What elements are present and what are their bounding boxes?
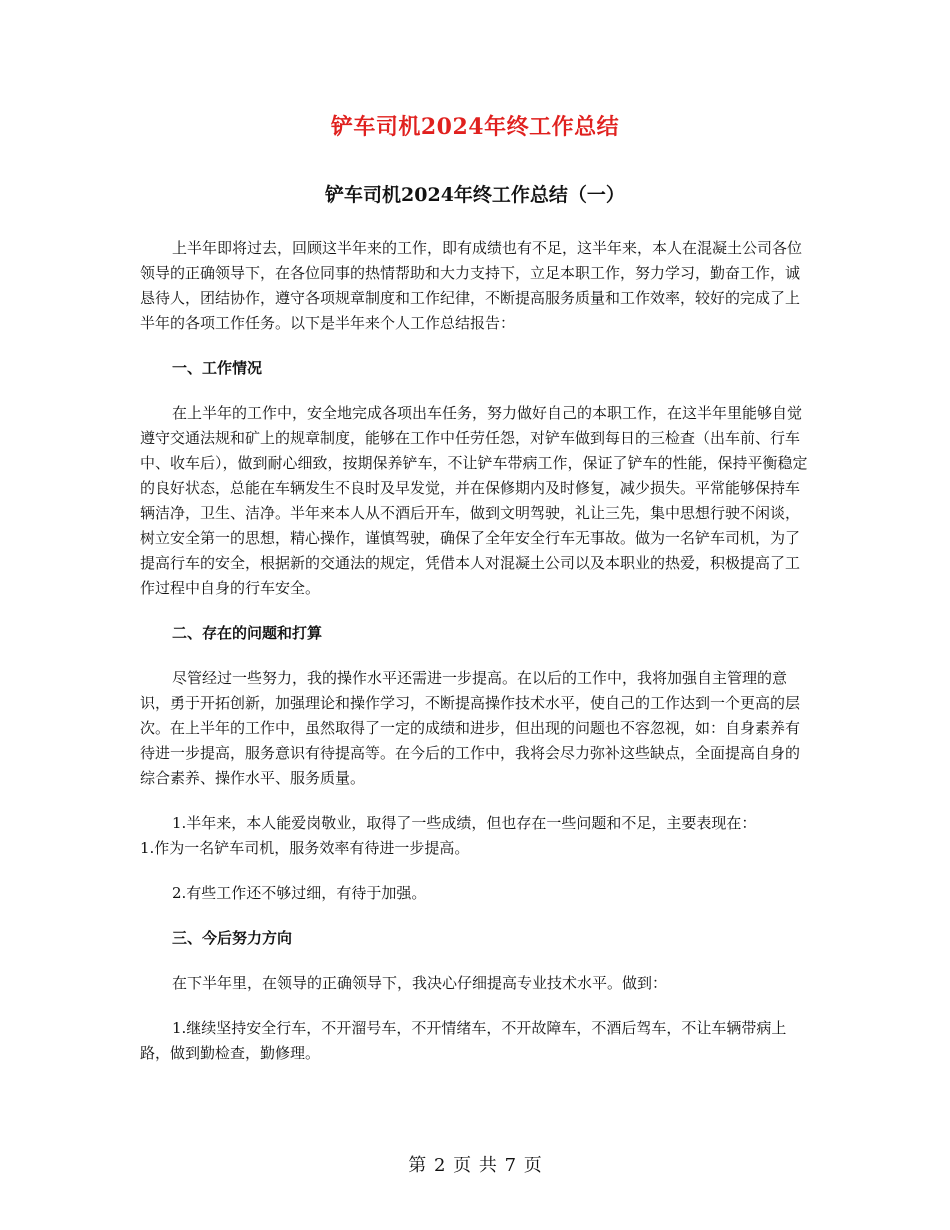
document-body: [140, 236, 812, 1066]
section-heading-problems: 二、存在的问题和打算: [172, 624, 323, 642]
direction-point-1: 1.继续坚持安全行车，不开溜号车，不开情绪车，不开故障车，不酒后驾车，不让车辆带病上路，做到勤检查，勤修理。: [140, 1019, 787, 1062]
document-subtitle: 铲车司机2024年终工作总结（一）: [325, 184, 625, 206]
section-problems-paragraph: 尽管经过一些努力，我的操作水平还需进一步提高。在以后的工作中，我将加强自主管理的意识，勇于开拓创新，加强理论和操作学习，不断提高操作技术水平，使自己的工作达到一个更高的层次。在上半年的工作中，虽然取得了一定的成绩和进步，但出现的问题也不容忽视，如：自身素养有待进一步提高，服务意识有待提高等。在今后的工作中，我将会尽力弥补这些缺点，全面提高自身的综合素养、操作水平、服务质量。: [140, 669, 801, 787]
page-number: 第 2 页 共 7 页: [408, 1155, 542, 1176]
problems-point-1-line-1: 1.半年来，本人能爱岗敬业，取得了一些成绩，但也存在一些问题和不足，主要表现在：: [172, 814, 757, 832]
intro-paragraph: 上半年即将过去，回顾这半年来的工作，即有成绩也有不足，这半年来，本人在混凝土公司各位领导的正确领导下，在各位同事的热情帮助和大力支持下，立足本职工作，努力学习，勤奋工作，诚恳待人，团结协作，遵守各项规章制度和工作纪律，不断提高服务质量和工作效率，较好的完成了上半年的各项工作任务。以下是半年来个人工作总结报告：: [140, 239, 803, 332]
document-title: 铲车司机2024年终工作总结: [330, 114, 620, 140]
problems-point-1-line-2: 1.作为一名铲车司机，服务效率有待进一步提高。: [140, 839, 470, 857]
section-work-paragraph: 在上半年的工作中，安全地完成各项出车任务，努力做好自己的本职工作，在这半年里能够自觉遵守交通法规和矿上的规章制度，能够在工作中任劳任怨，对铲车做到每日的三检查（出车前、行车中、收车后），做到耐心细致，按期保养铲车，不让铲车带病工作，保证了铲车的性能，保持平衡稳定的良好状态，总能在车辆发生不良时及早发觉，并在保修期内及时修复，减少损失。平常能够保持车辆洁净，卫生、洁净。半年来本人从不酒后开车，做到文明驾驶，礼让三先，集中思想行驶不闲谈，树立安全第一的思想，精心操作，谨慎驾驶，确保了全年安全行车无事故。做为一名铲车司机，为了提高行车的安全，根据新的交通法的规定，凭借本人对混凝土公司以及本职业的热爱，积极提高了工作过程中自身的行车安全。: [140, 404, 808, 597]
section-direction-paragraph: 在下半年里，在领导的正确领导下，我决心仔细提高专业技术水平。做到：: [172, 974, 668, 992]
problems-point-2: 2.有些工作还不够过细，有待于加强。: [172, 884, 427, 902]
section-heading-direction: 三、今后努力方向: [172, 929, 293, 947]
section-heading-work: 一、工作情况: [172, 359, 263, 377]
